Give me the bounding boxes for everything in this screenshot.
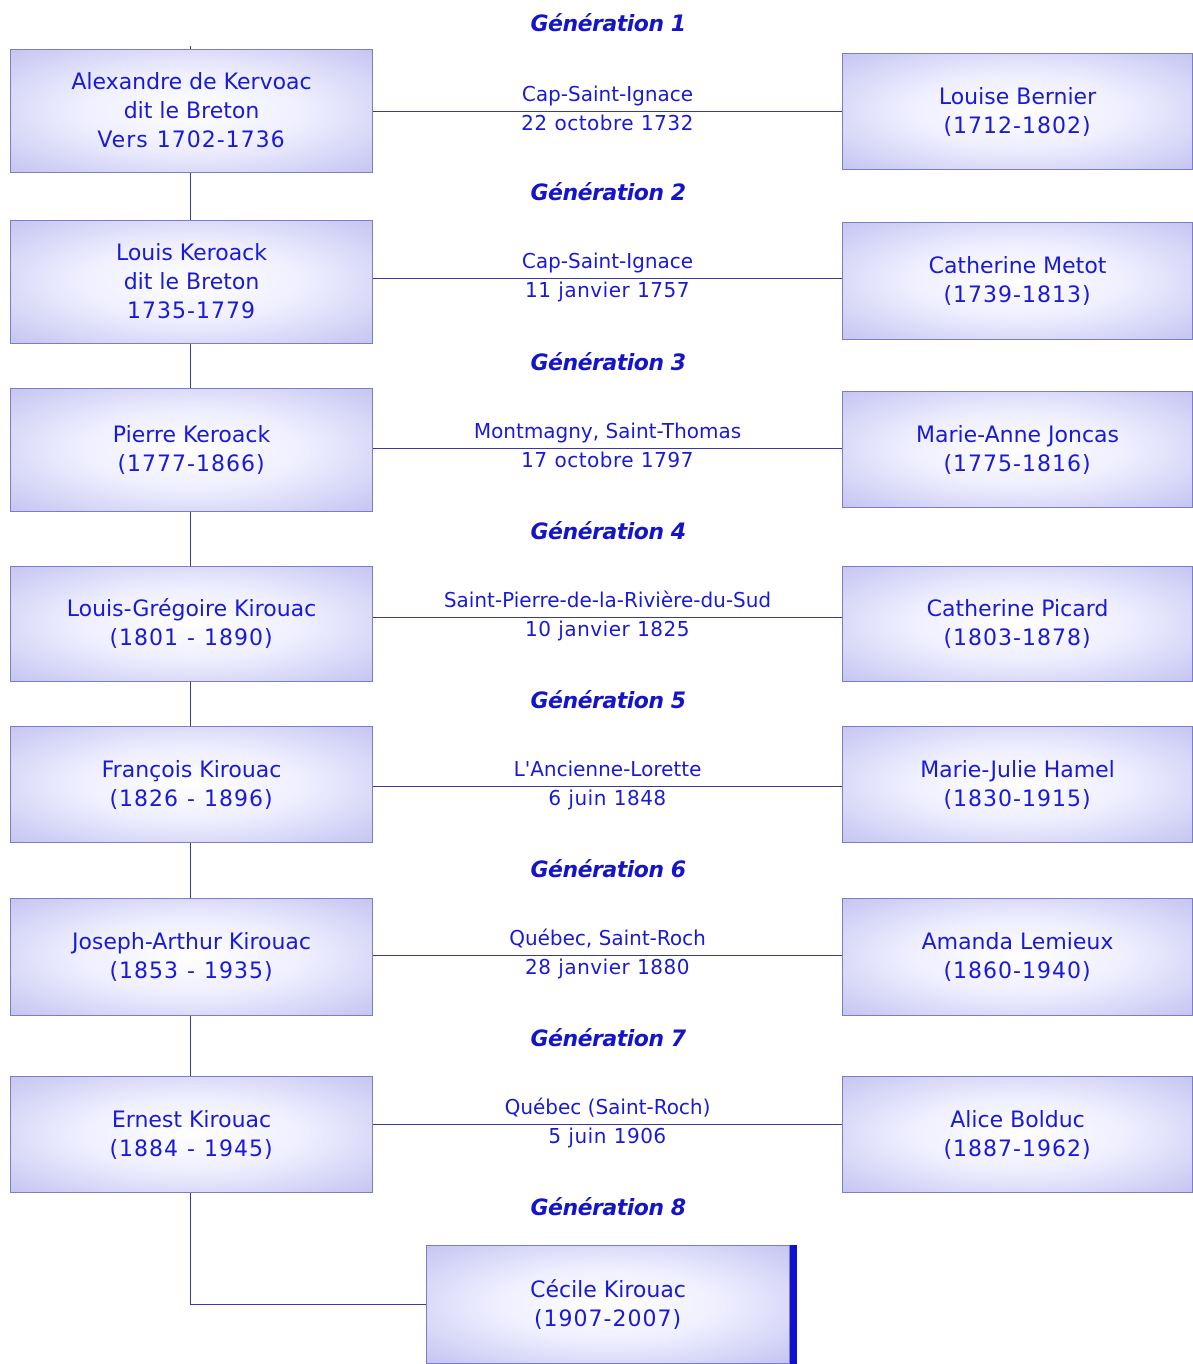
- person-text-line: Ernest Kirouac: [111, 1107, 272, 1133]
- generation-label: Génération 2: [530, 181, 686, 206]
- person-text-line: Marie-Anne Joncas: [915, 422, 1119, 448]
- generation-label: Génération 6: [530, 858, 686, 883]
- person-text-line: dit le Breton: [123, 98, 260, 124]
- person-text-line: Cécile Kirouac: [530, 1277, 686, 1303]
- marriage-place: Québec, Saint-Roch: [509, 926, 706, 950]
- person-text-line: (1887-1962): [943, 1136, 1092, 1162]
- husband-box[interactable]: [10, 566, 373, 682]
- wife-box[interactable]: [842, 222, 1193, 340]
- person-text-line: (1826 - 1896): [109, 786, 274, 812]
- marriage-date: 11 janvier 1757: [525, 278, 690, 302]
- husband-box[interactable]: [10, 898, 373, 1016]
- marriage-date: 5 juin 1906: [548, 1124, 667, 1148]
- person-text-line: (1830-1915): [943, 786, 1092, 812]
- person-text-line: (1712-1802): [943, 113, 1092, 139]
- generation-label: Génération 8: [530, 1196, 686, 1221]
- person-text-line: (1777-1866): [117, 452, 266, 477]
- marriage-place: Cap-Saint-Ignace: [521, 82, 694, 106]
- person-text-line: Vers 1702-1736: [97, 127, 286, 153]
- marriage-date: 6 juin 1848: [548, 786, 667, 810]
- marriage-info: [373, 80, 842, 138]
- person-text-line: François Kirouac: [101, 757, 282, 783]
- husband-box[interactable]: [10, 388, 373, 512]
- person-text-line: (1907-2007): [533, 1306, 683, 1332]
- person-text-line: Joseph-Arthur Kirouac: [71, 930, 312, 955]
- person-text-line: (1803-1878): [943, 626, 1092, 651]
- husband-box[interactable]: [10, 1076, 373, 1193]
- person-text-line: Alexandre de Kervoac: [71, 69, 312, 95]
- marriage-date: 28 janvier 1880: [525, 955, 690, 979]
- marriage-info: [373, 755, 842, 813]
- child-connector-line: [190, 1304, 426, 1305]
- person-text-line: Louis-Grégoire Kirouac: [66, 597, 317, 622]
- person-text-line: Marie-Julie Hamel: [920, 757, 1115, 783]
- person-text-line: Amanda Lemieux: [921, 930, 1114, 955]
- marriage-info: [373, 1093, 842, 1151]
- wife-box[interactable]: [842, 1076, 1193, 1193]
- marriage-place: Cap-Saint-Ignace: [521, 249, 694, 273]
- wife-box[interactable]: [842, 898, 1193, 1016]
- wife-box[interactable]: [842, 391, 1193, 508]
- marriage-place: Québec (Saint-Roch): [504, 1095, 711, 1119]
- person-text-line: Louis Keroack: [115, 240, 268, 266]
- person-text-line: (1860-1940): [943, 959, 1092, 984]
- marriage-info: [373, 417, 842, 475]
- marriage-place: Montmagny, Saint-Thomas: [473, 419, 742, 443]
- person-text-line: Louise Bernier: [938, 84, 1097, 110]
- marriage-date: 17 octobre 1797: [521, 448, 694, 472]
- generation-label: Génération 1: [530, 12, 686, 37]
- marriage-info: [373, 586, 842, 644]
- marriage-place: L'Ancienne-Lorette: [513, 757, 702, 781]
- marriage-info: [373, 247, 842, 305]
- person-text-line: (1853 - 1935): [109, 959, 274, 984]
- descendant-box[interactable]: [426, 1245, 790, 1364]
- wife-box[interactable]: [842, 566, 1193, 682]
- person-text-line: Catherine Picard: [926, 597, 1109, 622]
- generation-label: Génération 5: [530, 689, 686, 714]
- person-text-line: Pierre Keroack: [112, 423, 271, 448]
- wife-box[interactable]: [842, 726, 1193, 843]
- generation-label: Génération 4: [530, 520, 686, 545]
- husband-box[interactable]: [10, 220, 373, 344]
- person-text-line: (1739-1813): [943, 283, 1092, 308]
- person-text-line: (1884 - 1945): [109, 1136, 274, 1162]
- marriage-date: 10 janvier 1825: [525, 617, 690, 641]
- husband-box[interactable]: [10, 726, 373, 843]
- person-text-line: Alice Bolduc: [950, 1107, 1085, 1133]
- marriage-info: [373, 924, 842, 982]
- person-text-line: 1735-1779: [127, 298, 256, 324]
- generation-label: Génération 7: [530, 1027, 686, 1052]
- person-text-line: dit le Breton: [123, 269, 260, 295]
- person-text-line: (1801 - 1890): [109, 626, 274, 651]
- marriage-date: 22 octobre 1732: [521, 111, 694, 135]
- wife-box[interactable]: [842, 53, 1193, 170]
- person-text-line: (1775-1816): [943, 451, 1092, 477]
- generation-label: Génération 3: [530, 351, 686, 376]
- person-text-line: Catherine Metot: [928, 254, 1107, 279]
- husband-box[interactable]: [10, 49, 373, 173]
- marriage-place: Saint-Pierre-de-la-Rivière-du-Sud: [443, 588, 772, 612]
